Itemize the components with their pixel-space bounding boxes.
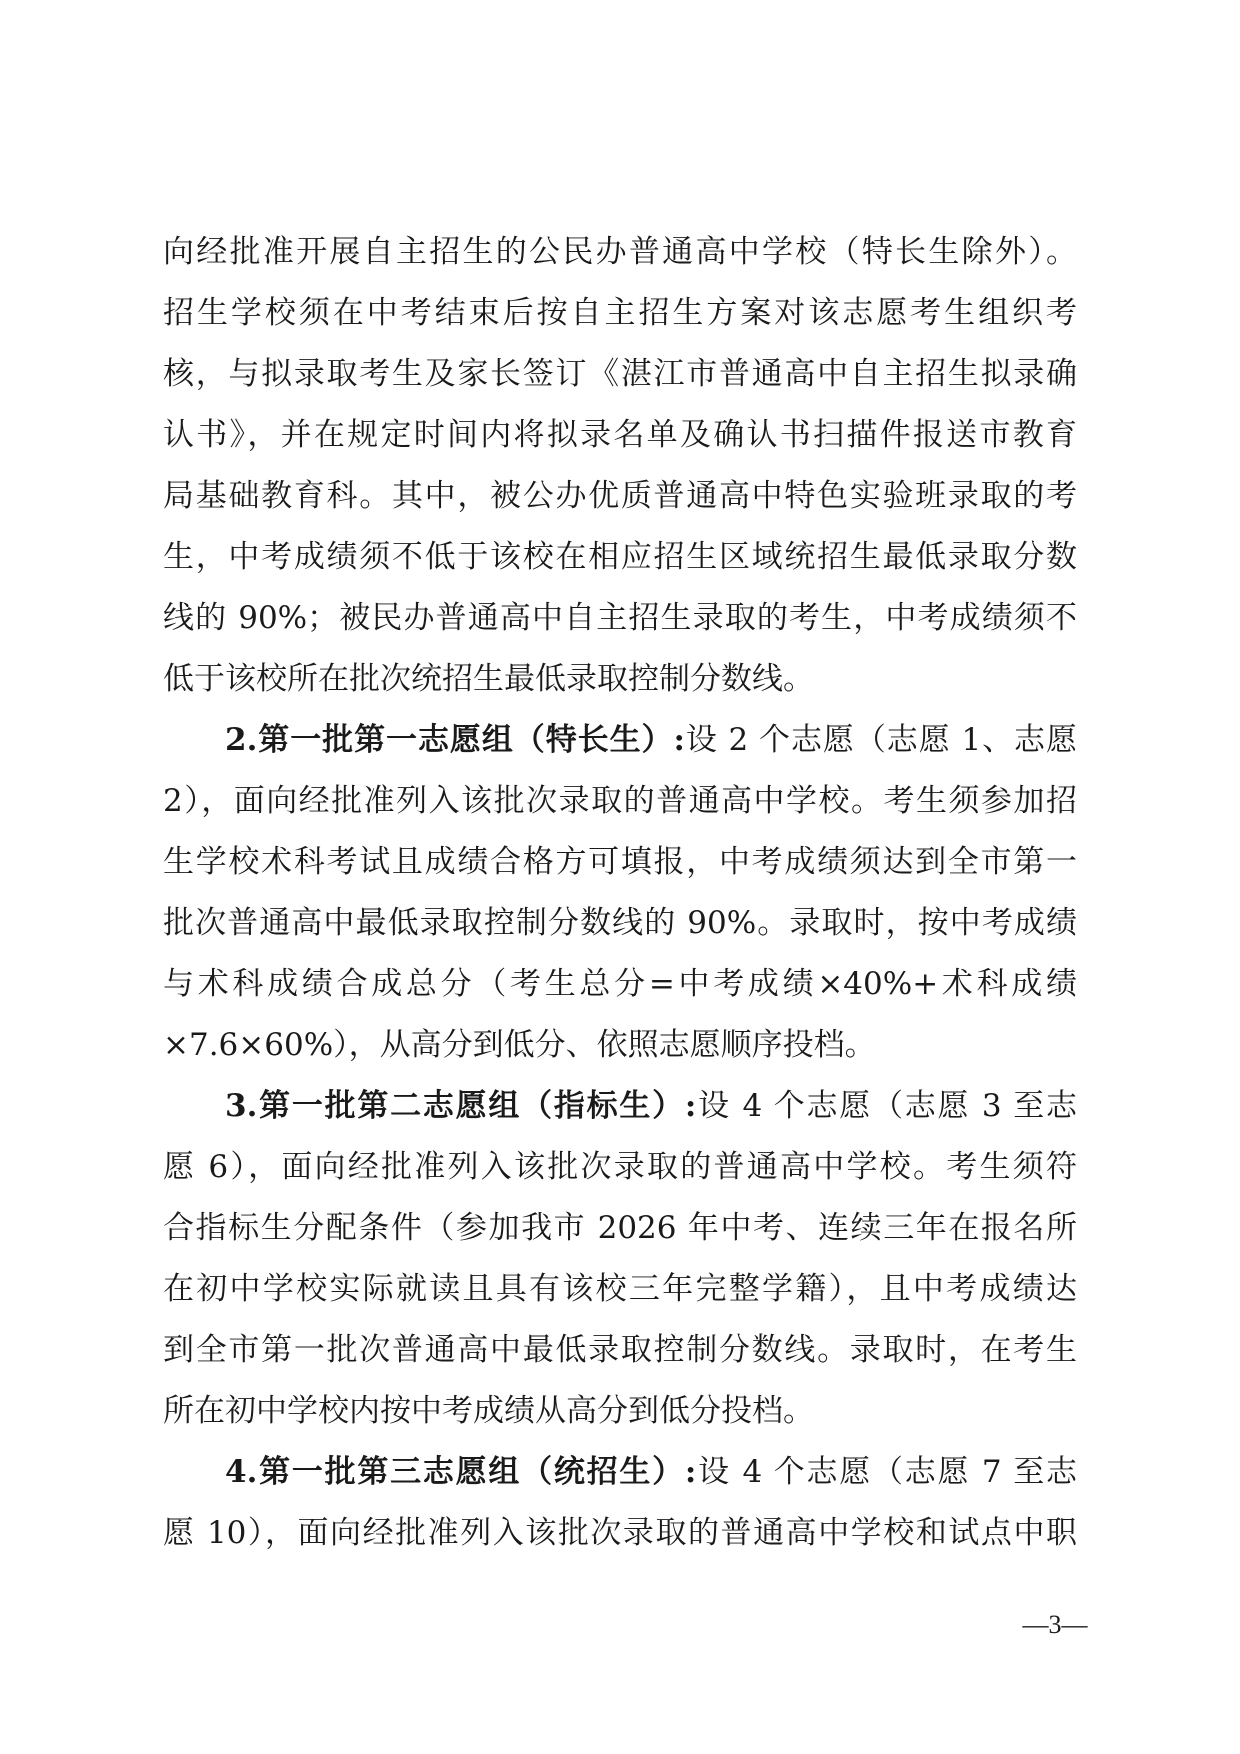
text-line-10: 2），面向经批准列入该批次录取的普通高中学校。考生须参加招: [163, 783, 1077, 819]
text-line-18: 在初中学校实际就读且具有该校三年完整学籍），且中考成绩达: [163, 1271, 1077, 1307]
text-line-22: 愿 10），面向经批准列入该批次录取的普通高中学校和试点中职: [163, 1515, 1077, 1551]
text-line-11: 生学校术科考试且成绩合格方可填报，中考成绩须达到全市第一: [163, 844, 1077, 880]
text-line-17: 合指标生分配条件（参加我市 2026 年中考、连续三年在报名所: [163, 1210, 1077, 1246]
text-line-1: 向经批准开展自主招生的公民办普通高中学校（特长生除外）。: [163, 234, 1077, 270]
text-line-14: ×7.6×60%），从高分到低分、依照志愿顺序投档。: [163, 1027, 876, 1063]
section-heading-4: 4.第一批第三志愿组（统招生）:: [225, 1454, 697, 1490]
section-heading-2: 2.第一批第一志愿组（特长生）:: [225, 722, 685, 758]
text-line-2: 招生学校须在中考结束后按自主招生方案对该志愿考生组织考: [163, 295, 1077, 331]
text-line-7: 线的 90%；被民办普通高中自主招生录取的考生，中考成绩须不: [163, 600, 1077, 636]
text-line-6: 生，中考成绩须不低于该校在相应招生区域统招生最低录取分数: [163, 539, 1077, 575]
text-line-8: 低于该校所在批次统招生最低录取控制分数线。: [163, 661, 814, 697]
text-line-16: 愿 6），面向经批准列入该批次录取的普通高中学校。考生须符: [163, 1149, 1077, 1185]
section-heading-line-2: 2.第一批第一志愿组（特长生）:设 2 个志愿（志愿 1、志愿: [225, 722, 1077, 758]
text-line-4: 认书》，并在规定时间内将拟录名单及确认书扫描件报送市教育: [163, 417, 1077, 453]
page-number: —3—: [1022, 1610, 1088, 1639]
text-line-19: 到全市第一批次普通高中最低录取控制分数线。录取时，在考生: [163, 1332, 1077, 1368]
section-heading-line-4: 4.第一批第三志愿组（统招生）:设 4 个志愿（志愿 7 至志: [225, 1454, 1077, 1490]
body-text: [163, 222, 1077, 1564]
text-line-20: 所在初中学校内按中考成绩从高分到低分投档。: [163, 1393, 814, 1429]
text-line-13: 与术科成绩合成总分（考生总分=中考成绩×40%+术科成绩: [163, 966, 1077, 1002]
text-line-12: 批次普通高中最低录取控制分数线的 90%。录取时，按中考成绩: [163, 905, 1077, 941]
section-heading-3: 3.第一批第二志愿组（指标生）:: [225, 1088, 697, 1124]
text-line-3: 核，与拟录取考生及家长签订《湛江市普通高中自主招生拟录确: [163, 356, 1077, 392]
text-line-5: 局基础教育科。其中，被公办优质普通高中特色实验班录取的考: [163, 478, 1077, 514]
section-heading-line-3: 3.第一批第二志愿组（指标生）:设 4 个志愿（志愿 3 至志: [225, 1088, 1077, 1124]
